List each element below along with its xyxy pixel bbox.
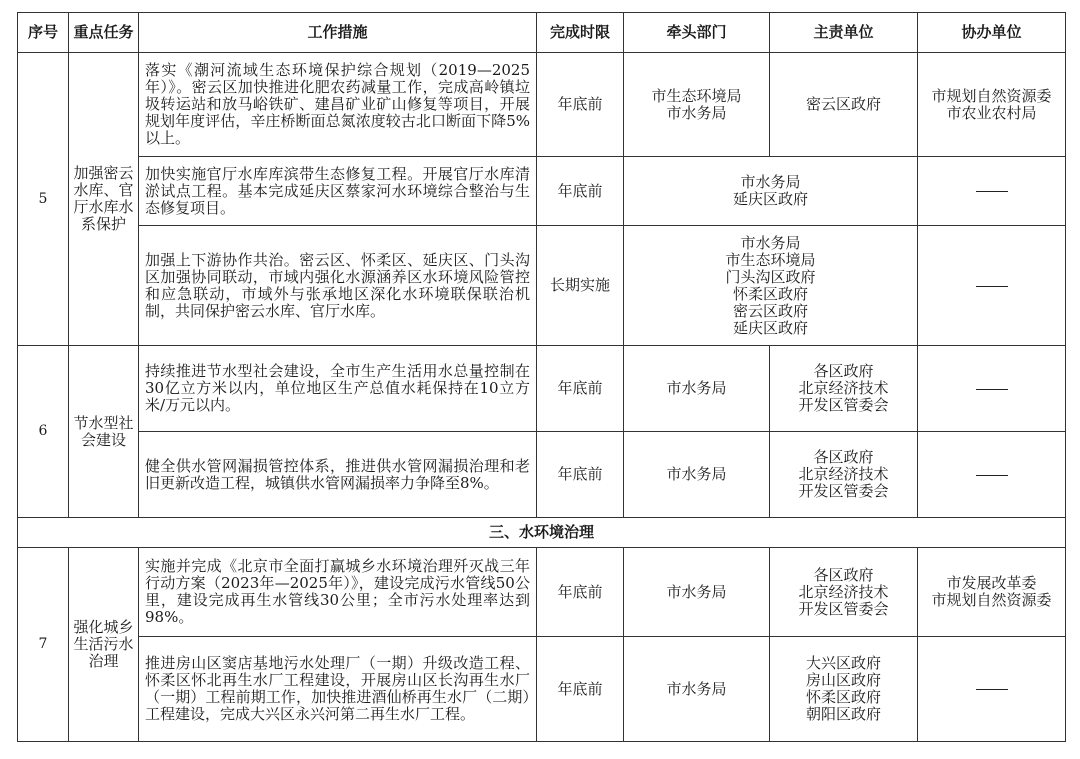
- header-deadline: 完成时限: [537, 13, 624, 53]
- merged-unit: 怀柔区政府: [732, 284, 808, 303]
- measure-cell: 落实《潮河流域生态环境保护综合规划（2019—2025年）》。密云区加快推进化肥农药减量工作，完成高岭镇垃圾转运站和放马峪铁矿、建昌矿业矿山修复等项目，开展规划年度评估，辛庄桥断面总氮浓度较古北口断面下降5%以上。: [139, 53, 537, 157]
- assist-cell: [918, 346, 1066, 432]
- lead-unit: 市水务局: [666, 679, 727, 698]
- measure-cell: 加强上下游协作共治。密云区、怀柔区、延庆区、门头沟区加强协同联动，市域内强化水源涵养区水环境风险管控和应急联动，市域外与张承地区深化水环境联保联治机制，共同保护密云水库、官厅水库。: [139, 226, 537, 346]
- header-task: 重点任务: [69, 13, 139, 53]
- seq-cell: 7: [18, 548, 69, 742]
- assist-cell: [918, 53, 1066, 157]
- resp-cell: [770, 346, 918, 432]
- lead-cell: [624, 637, 770, 742]
- table-row: [18, 548, 1066, 637]
- lead-unit: 市水务局: [666, 465, 727, 483]
- deadline-cell: 年底前: [537, 637, 624, 742]
- lead-resp-merged-cell: [624, 157, 918, 226]
- header-assist: 协办单位: [918, 13, 1066, 53]
- header-resp: 主责单位: [770, 13, 918, 53]
- lead-unit: 市水务局: [666, 103, 727, 122]
- dash-mark: [976, 689, 1008, 690]
- header-row: [18, 13, 1066, 53]
- header-lead: 牵头部门: [624, 13, 770, 53]
- task-cell: 节水型社会建设: [69, 346, 139, 518]
- merged-unit: 延庆区政府: [732, 190, 808, 208]
- dash-mark: [976, 475, 1008, 476]
- resp-unit: 朝阳区政府: [805, 705, 881, 723]
- assist-unit: 市规划自然资源委: [931, 86, 1052, 105]
- resp-cell: [770, 548, 918, 637]
- table-row: [18, 157, 1066, 226]
- header-seq: 序号: [18, 13, 69, 53]
- task-cell: 加强密云水库、官厅水库水系保护: [69, 53, 139, 346]
- lead-unit: 市水务局: [666, 379, 727, 397]
- measure-cell: 推进房山区窦店基地污水处理厂（一期）升级改造工程、怀柔区怀北再生水厂工程建设，开展房山区长沟再生水厂（一期）工程前期工作，加快推进酒仙桥再生水厂（二期）工程建设，完成大兴区永兴河第二再生水厂工程。: [139, 637, 537, 742]
- merged-unit: 市生态环境局: [725, 250, 816, 269]
- lead-unit: 市水务局: [666, 582, 727, 601]
- header-measure: 工作措施: [139, 13, 537, 53]
- resp-cell: [770, 637, 918, 742]
- deadline-cell: 年底前: [537, 346, 624, 432]
- measure-cell: 持续推进节水型社会建设，全市生产生活用水总量控制在30亿立方米以内，单位地区生产总值水耗保持在10立方米/万元以内。: [139, 346, 537, 432]
- resp-cell: [770, 53, 918, 157]
- section-title: 三、水环境治理: [18, 518, 1066, 548]
- assist-cell: [918, 432, 1066, 518]
- task-cell: 强化城乡生活污水治理: [69, 548, 139, 742]
- resp-unit: 密云区政府: [805, 95, 881, 113]
- measure-cell: 健全供水管网漏损管控体系，推进供水管网漏损治理和老旧更新改造工程，城镇供水管网漏损率力争降至8%。: [139, 432, 537, 518]
- resp-unit: 北京经济技术: [798, 379, 889, 397]
- deadline-cell: 年底前: [537, 548, 624, 637]
- assist-unit: 市规划自然资源委: [931, 591, 1052, 609]
- merged-unit: 门头沟区政府: [725, 267, 816, 286]
- resp-unit: 房山区政府: [805, 671, 881, 689]
- assist-cell: [918, 548, 1066, 637]
- resp-unit: 大兴区政府: [805, 654, 881, 672]
- deadline-cell: 长期实施: [537, 226, 624, 346]
- deadline-cell: 年底前: [537, 53, 624, 157]
- resp-unit: 开发区管委会: [798, 599, 889, 618]
- dash-mark: [976, 191, 1008, 192]
- deadline-cell: 年底前: [537, 432, 624, 518]
- seq-cell: 6: [18, 346, 69, 518]
- resp-unit: 各区政府: [813, 565, 874, 584]
- dash-mark: [976, 286, 1008, 287]
- table-row: [18, 226, 1066, 346]
- lead-cell: [624, 548, 770, 637]
- resp-unit: 各区政府: [813, 362, 874, 380]
- seq-cell: 5: [18, 53, 69, 346]
- merged-unit: 密云区政府: [732, 301, 808, 320]
- lead-cell: [624, 346, 770, 432]
- resp-unit: 各区政府: [813, 448, 874, 466]
- merged-unit: 延庆区政府: [732, 318, 808, 337]
- assist-cell: [918, 157, 1066, 226]
- assist-unit: 市发展改革委: [946, 574, 1037, 592]
- resp-cell: [770, 432, 918, 518]
- assist-cell: [918, 637, 1066, 742]
- merged-unit: 市水务局: [740, 173, 801, 191]
- resp-unit: 怀柔区政府: [805, 688, 881, 706]
- table-row: [18, 346, 1066, 432]
- work-plan-table: [17, 12, 1066, 742]
- table-row: [18, 637, 1066, 742]
- resp-unit: 北京经济技术: [798, 465, 889, 483]
- resp-unit: 开发区管委会: [798, 396, 889, 414]
- merged-unit: 市水务局: [740, 233, 801, 252]
- section-row: [18, 518, 1066, 548]
- lead-unit: 市生态环境局: [651, 86, 742, 105]
- lead-cell: [624, 53, 770, 157]
- resp-unit: 北京经济技术: [798, 582, 889, 601]
- lead-cell: [624, 432, 770, 518]
- table-row: [18, 432, 1066, 518]
- resp-unit: 开发区管委会: [798, 482, 889, 500]
- dash-mark: [976, 389, 1008, 390]
- measure-cell: 加快实施官厅水库库滨带生态修复工程。开展官厅水库清淤试点工程。基本完成延庆区蔡家河水环境综合整治与生态修复项目。: [139, 157, 537, 226]
- measure-cell: 实施并完成《北京市全面打赢城乡水环境治理歼灭战三年行动方案（2023年—2025年）》，建设完成污水管线50公里，建设完成再生水管线30公里；全市污水处理率达到98%。: [139, 548, 537, 637]
- table-row: [18, 53, 1066, 157]
- assist-unit: 市农业农村局: [946, 103, 1037, 122]
- lead-resp-merged-cell: [624, 226, 918, 346]
- deadline-cell: 年底前: [537, 157, 624, 226]
- assist-cell: [918, 226, 1066, 346]
